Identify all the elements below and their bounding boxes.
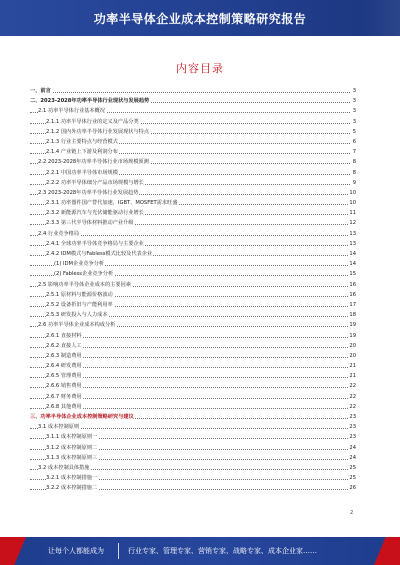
toc-entry-title: 2.3.3 第三代半导体材料推动产业升级 (46, 218, 134, 228)
toc-entry-page: 10 (348, 198, 356, 208)
toc-entry-page: 23 (348, 412, 356, 422)
toc-entry-page: 13 (348, 239, 356, 249)
toc-entry-title: 3.2.2 成本控制措施二 (46, 483, 98, 493)
toc-entry-title: 2.5 影响功率半导体企业成本的主要因素 (38, 280, 132, 290)
toc-entry[interactable] (30, 432, 356, 442)
toc-entry[interactable] (30, 86, 356, 96)
toc-entry[interactable] (30, 96, 356, 106)
toc-entry-page: 11 (348, 208, 356, 218)
toc-entry-page: 3 (352, 117, 356, 127)
toc-entry-page: 16 (348, 280, 356, 290)
toc-entry[interactable] (30, 168, 356, 178)
toc-entry-title: 2.1.2 国内外功率半导体行业发展现状与特点 (46, 127, 150, 137)
toc-entry-page: 24 (348, 443, 356, 453)
toc-entry-title: 3.2 成本控制具体措施 (38, 463, 90, 473)
toc-entry-page: 12 (348, 218, 356, 228)
toc-heading: 内容目录 (176, 62, 224, 75)
toc-entry-page: 15 (348, 269, 356, 279)
toc-entry[interactable] (30, 300, 356, 310)
toc-entry[interactable] (30, 137, 356, 147)
toc-entry-title: 2.1 功率半导体行业基本概况 (38, 106, 106, 116)
footer-slogan: 让每个人都能成为 (48, 547, 104, 555)
toc-entry-title: 3.1.3 成本控制原则三 (46, 453, 98, 463)
toc-entry-page: 22 (348, 402, 356, 412)
toc-entry-title: 2.3 2023-2028年功率半导体行业发展趋势 (38, 188, 139, 198)
toc-entry-page: 23 (348, 432, 356, 442)
toc-entry-title: 2.6.5 管理费用 (46, 371, 83, 381)
toc-entry-page: 20 (348, 341, 356, 351)
toc-entry-title: 2.4.2 IDM模式与Fabless模式比较及代表企业 (46, 249, 153, 259)
toc-entry-page: 3 (352, 96, 356, 106)
toc-entry-page: 5 (352, 127, 356, 137)
toc-entry[interactable] (30, 290, 356, 300)
toc-entry-title: 2.2.1 中国功率半导体市场规模 (46, 168, 119, 178)
toc-entry-title: 2.6.3 制造费用 (46, 351, 83, 361)
toc-entry-page: 7 (352, 147, 356, 157)
toc-entry-title: 2.6.2 直接人工 (46, 341, 83, 351)
toc-entry-page: 8 (352, 157, 356, 167)
toc-entry-page: 25 (348, 463, 356, 473)
footer-divider (118, 543, 119, 559)
footer-red-accent-left (0, 537, 26, 565)
toc-entry[interactable] (30, 198, 356, 208)
toc-entry-page: 3 (352, 86, 356, 96)
toc-entry-page: 10 (348, 188, 356, 198)
table-of-contents (30, 86, 356, 494)
toc-entry[interactable] (30, 117, 356, 127)
toc-entry-page: 21 (348, 371, 356, 381)
toc-entry[interactable] (30, 249, 356, 259)
toc-entry-title: 2.6.8 其他费用 (46, 402, 83, 412)
toc-entry-page: 9 (352, 178, 356, 188)
report-header (0, 0, 400, 36)
toc-entry-page: 20 (348, 351, 356, 361)
page-number: 2 (350, 510, 354, 516)
toc-entry[interactable] (30, 453, 356, 463)
toc-entry-page: 25 (348, 473, 356, 483)
toc-entry-page: 24 (348, 453, 356, 463)
toc-entry-title: 2.3.2 新能源汽车与光伏储能驱动行业增长 (46, 208, 145, 218)
toc-entry[interactable] (30, 402, 356, 412)
toc-entry[interactable] (30, 320, 356, 330)
toc-entry-page: 13 (348, 229, 356, 239)
toc-entry[interactable] (30, 483, 356, 493)
toc-entry-title: 2.1.4 产业链上下游及利润分布 (46, 147, 119, 157)
toc-entry-title: 2.6.1 直接材料 (46, 331, 83, 341)
toc-entry-page: 8 (352, 168, 356, 178)
toc-entry[interactable] (30, 259, 356, 269)
toc-entry[interactable] (30, 371, 356, 381)
toc-entry-title: 3.2.1 成本控制措施一 (46, 473, 98, 483)
toc-entry-title: 2.4.1 全球功率半导体竞争格局与主要企业 (46, 239, 145, 249)
toc-entry[interactable] (30, 361, 356, 371)
toc-entry[interactable] (30, 331, 356, 341)
footer-red-accent-right (374, 537, 400, 565)
toc-entry-title: 2.2.2 功率半导体细分产品市场规模与增长 (46, 178, 145, 188)
toc-entry-title: 2.1.1 功率半导体行业的定义及产品分类 (46, 117, 140, 127)
toc-entry[interactable] (30, 229, 356, 239)
toc-entry-page: 22 (348, 392, 356, 402)
toc-entry[interactable] (30, 208, 356, 218)
toc-dot-leader (30, 92, 350, 93)
toc-entry[interactable] (30, 443, 356, 453)
toc-entry-page: 23 (348, 422, 356, 432)
toc-entry-title: 2.5.2 设备折旧与产能利用率 (46, 300, 114, 310)
toc-entry-page: 18 (348, 310, 356, 320)
toc-entry[interactable] (30, 422, 356, 432)
toc-entry[interactable] (30, 280, 356, 290)
toc-entry[interactable] (30, 473, 356, 483)
toc-entry[interactable] (30, 269, 356, 279)
toc-entry[interactable] (30, 147, 356, 157)
toc-entry-title: 三、功率半导体企业成本控制策略研究与建议 (30, 412, 135, 422)
toc-entry-page: 19 (348, 320, 356, 330)
toc-entry[interactable] (30, 127, 356, 137)
toc-entry-page: 21 (348, 361, 356, 371)
toc-entry[interactable] (30, 392, 356, 402)
toc-entry-title: 2.3.1 功率器件国产替代加速，IGBT、MOSFET需求旺盛 (46, 198, 178, 208)
toc-entry[interactable] (30, 463, 356, 473)
toc-entry-title: (2) Fabless企业竞争分析 (54, 269, 114, 279)
toc-entry[interactable] (30, 106, 356, 116)
toc-entry[interactable] (30, 239, 356, 249)
toc-entry-title: 二、2023-2028年功率半导体行业现状与发展趋势 (30, 96, 150, 106)
toc-entry-title: 2.2 2023-2028年功率半导体行业市场规模预测 (38, 157, 150, 167)
toc-entry[interactable] (30, 157, 356, 167)
toc-entry[interactable] (30, 310, 356, 320)
toc-entry-title: 2.4 行业竞争格局 (38, 229, 80, 239)
toc-entry-page: 16 (348, 290, 356, 300)
footer-banner (0, 537, 400, 565)
toc-entry-title: 2.5.1 原材料与能源价格波动 (46, 290, 114, 300)
toc-entry-title: 3.1.2 成本控制原则二 (46, 443, 98, 453)
toc-entry-page: 19 (348, 331, 356, 341)
toc-entry-title: 一、前言 (30, 86, 52, 96)
toc-entry-title: 2.6.7 财务费用 (46, 392, 83, 402)
toc-entry[interactable] (30, 218, 356, 228)
toc-entry[interactable] (30, 188, 356, 198)
toc-entry-page: 22 (348, 381, 356, 391)
toc-entry-page: 17 (348, 300, 356, 310)
toc-entry[interactable] (30, 412, 356, 422)
toc-entry[interactable] (30, 341, 356, 351)
toc-entry-title: 2.1.3 行业主要特点与经营模式 (46, 137, 119, 147)
report-title: 功率半导体企业成本控制策略研究报告 (93, 12, 307, 26)
toc-entry-title: 2.6.6 销售费用 (46, 381, 83, 391)
toc-entry[interactable] (30, 351, 356, 361)
toc-entry-title: 3.1 成本控制原则 (38, 422, 80, 432)
footer-roles: 行业专家、管理专家、营销专家、战略专家、成本企业家…… (128, 547, 317, 555)
toc-entry[interactable] (30, 381, 356, 391)
toc-entry-title: 3.1.1 成本控制原则一 (46, 432, 98, 442)
toc-entry-title: (1) IDM企业竞争分析 (54, 259, 105, 269)
toc-entry-title: 2.5.3 研发投入与人力成本 (46, 310, 109, 320)
toc-entry-title: 2.6 功率半导体企业成本构成分析 (38, 320, 116, 330)
toc-entry-page: 14 (348, 249, 356, 259)
toc-entry-title: 2.6.4 研发费用 (46, 361, 83, 371)
toc-entry-page: 26 (348, 483, 356, 493)
toc-entry[interactable] (30, 178, 356, 188)
toc-entry-page: 6 (352, 137, 356, 147)
toc-entry-page: 3 (352, 106, 356, 116)
toc-entry-page: 14 (348, 259, 356, 269)
